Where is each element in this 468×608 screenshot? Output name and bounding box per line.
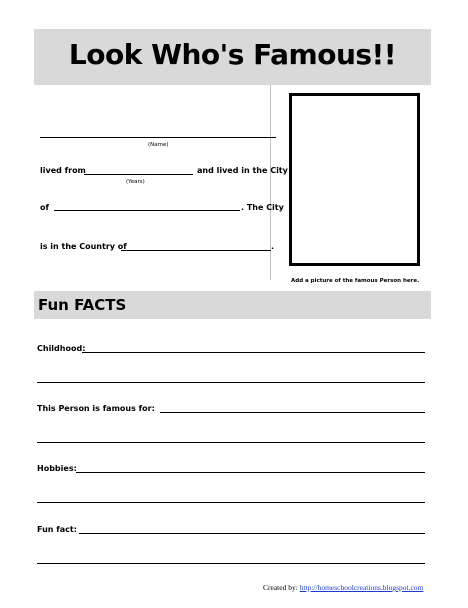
city-field[interactable] — [54, 210, 240, 211]
of-label: of — [40, 203, 49, 212]
childhood-field[interactable] — [82, 352, 425, 353]
years-caption: (Years) — [126, 179, 145, 185]
lived-from-label: lived from — [40, 166, 86, 175]
country-end: . — [271, 242, 275, 251]
country-field[interactable] — [121, 250, 271, 251]
famous-for-field-line-2[interactable] — [37, 442, 425, 443]
title-banner — [34, 29, 431, 85]
fun-fact-field[interactable] — [79, 533, 425, 534]
hobbies-field[interactable] — [76, 472, 425, 473]
lived-in-city-label: and lived in the City — [197, 166, 288, 175]
fun-fact-label: Fun fact: — [37, 525, 77, 534]
hobbies-field-line-2[interactable] — [37, 502, 425, 503]
childhood-field-line-2[interactable] — [37, 382, 425, 383]
fun-facts-title: Fun FACTS — [38, 296, 127, 314]
picture-box[interactable] — [289, 93, 420, 266]
the-city-label: . The City — [241, 203, 284, 212]
created-by-label: Created by: — [263, 583, 298, 592]
years-field[interactable] — [84, 174, 193, 175]
picture-caption: Add a picture of the famous Person here. — [291, 278, 420, 284]
fun-facts-banner — [34, 291, 431, 319]
blog-link[interactable]: http://homeschoolcreations.blogspot.com — [299, 583, 424, 592]
hobbies-label: Hobbies: — [37, 464, 77, 473]
name-field[interactable] — [40, 137, 276, 138]
famous-for-field[interactable] — [160, 412, 425, 413]
name-caption: (Name) — [148, 142, 169, 148]
page-title: Look Who's Famous!! — [68, 38, 397, 71]
footer-credit — [263, 583, 423, 592]
famous-for-label: This Person is famous for: — [37, 404, 155, 413]
childhood-label: Childhood: — [37, 344, 86, 353]
fun-fact-field-line-2[interactable] — [37, 563, 425, 564]
country-label: is in the Country of — [40, 242, 127, 251]
